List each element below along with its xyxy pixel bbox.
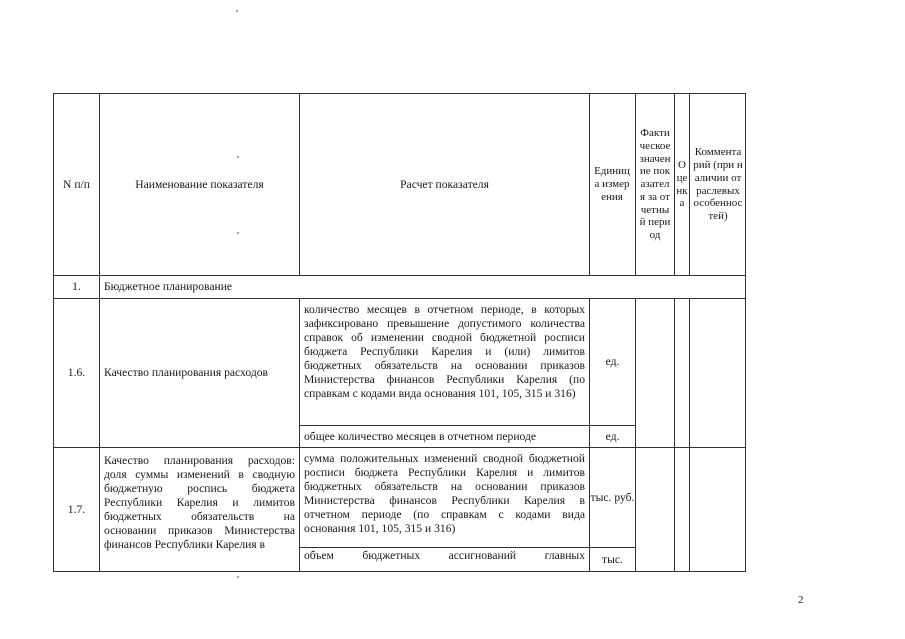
section-title: Бюджетное планирование xyxy=(104,280,233,293)
row-1-6-calc-denominator: общее количество месяцев в отчетном периоде xyxy=(304,429,537,443)
table-border-right xyxy=(745,93,746,572)
row-1-6-num: 1.6. xyxy=(67,366,86,379)
row-1-7-unit-denominator: тыс. xyxy=(602,552,623,566)
table-border-bottom xyxy=(53,571,746,572)
col-rule-6-body xyxy=(689,298,690,572)
scan-speck xyxy=(236,10,238,12)
header-score: Оценка xyxy=(676,159,688,210)
header-num: N п/п xyxy=(63,177,90,191)
row-1-7-inner-rule xyxy=(299,547,636,548)
row-1-7-num: 1.7. xyxy=(67,502,86,516)
header-name: Наименование показателя xyxy=(135,177,264,191)
row-1-6-unit-numerator: ед. xyxy=(605,355,620,368)
row-1-6-name: Качество планирования расходов xyxy=(104,366,268,379)
scan-speck xyxy=(237,232,239,234)
header-calc: Расчет показателя xyxy=(400,177,489,191)
scan-speck xyxy=(237,576,239,578)
scan-speck xyxy=(237,156,239,158)
col-rule-4-header xyxy=(635,93,636,276)
col-rule-6-header xyxy=(689,93,690,276)
col-rule-3-header xyxy=(589,93,590,276)
col-rule-5-body xyxy=(674,298,675,572)
row-1-6-rule xyxy=(53,447,746,448)
row-1-7-unit-numerator: тыс. руб. xyxy=(590,490,635,504)
col-rule-4-body xyxy=(635,298,636,572)
row-1-7-calc-numerator: сумма положительных изменений сводной бюджетной росписи бюджета Республики Карелия и лимитов бюджетных обязательств на основании приказов Министерства финансов Республики Карелия в отчетном периоде (по справкам с кодами вида основания 101, 105, 315 и 316) xyxy=(304,452,585,535)
row-1-7-calc-denominator: объем бюджетных ассигнований главных xyxy=(304,549,585,562)
header-unit: Единица измерения xyxy=(594,165,630,203)
row-1-7-name: Качество планирования расходов: доля суммы изменений в сводную бюджетную роспись бюджета Республики Карелия и лимитов бюджетных обязательств на основании приказов Министерства финансов Республики Карелия в xyxy=(104,454,295,551)
section-num: 1. xyxy=(72,280,81,293)
row-1-6-unit-denominator: ед. xyxy=(605,429,620,443)
header-comment: Комментарий (при наличии отраслевых особенностей) xyxy=(693,146,743,222)
page-number: 2 xyxy=(798,594,804,606)
row-1-6-calc-numerator: количество месяцев в отчетном периоде, в которых зафиксировано превышение допустимого количества справок об изменении сводной бюджетной росписи бюджета Республики Карелия и (или) лимитов бюджетных обязательств на основании приказов Министерства финансов Республики Карелия (по справкам с кодами вида основания 101, 105, 315 и 316) xyxy=(304,303,585,400)
indicator-table xyxy=(53,93,746,572)
col-rule-5-header xyxy=(674,93,675,276)
header-fact: Фактическое значение показателя за отчетный период xyxy=(639,127,671,241)
